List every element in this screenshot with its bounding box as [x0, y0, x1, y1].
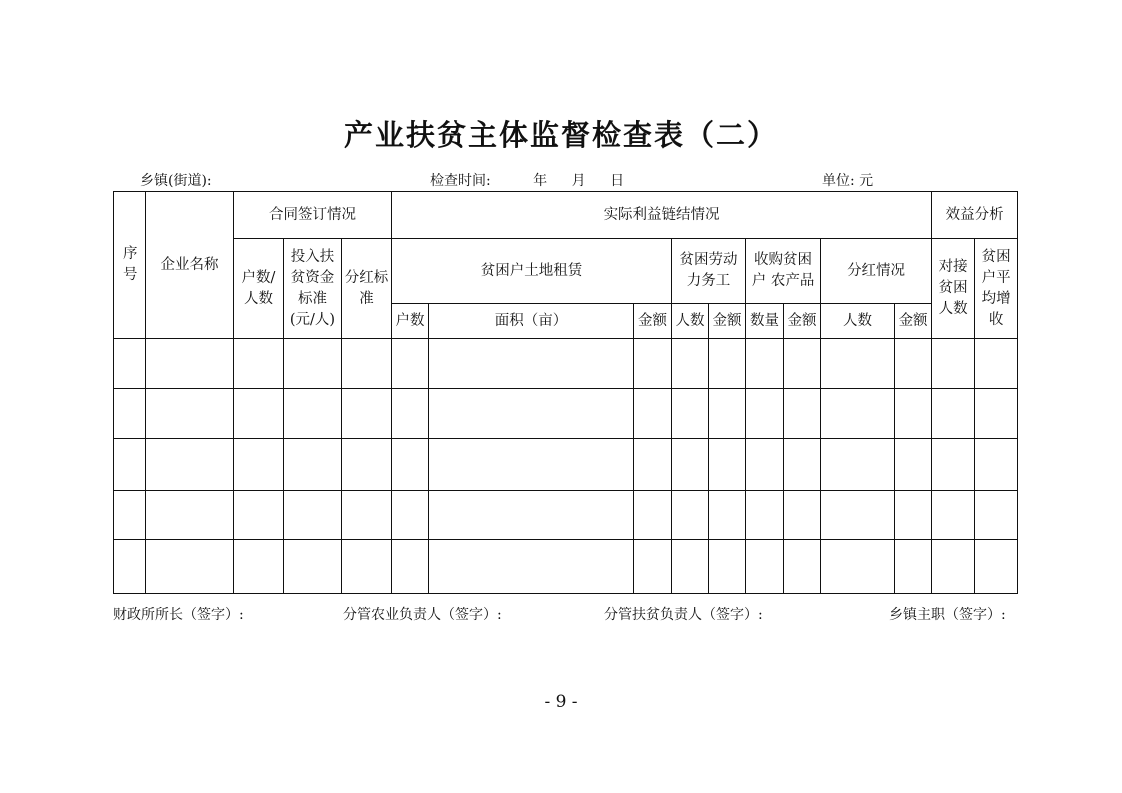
header-purchase-amount: 金额 — [784, 304, 821, 339]
table-cell[interactable] — [746, 439, 784, 491]
table-cell[interactable] — [234, 439, 284, 491]
unit-label: 单位: 元 — [822, 173, 874, 189]
signature-agriculture: 分管农业负责人（签字）: — [343, 607, 502, 623]
table-cell[interactable] — [672, 491, 709, 540]
table-cell[interactable] — [342, 491, 392, 540]
table-cell[interactable] — [932, 339, 975, 389]
table-cell[interactable] — [932, 439, 975, 491]
table-cell[interactable] — [746, 491, 784, 540]
table-row — [114, 339, 1018, 389]
table-cell[interactable] — [234, 491, 284, 540]
table-cell[interactable] — [709, 339, 746, 389]
table-cell[interactable] — [392, 389, 429, 439]
table-cell[interactable] — [672, 439, 709, 491]
table-cell[interactable] — [429, 439, 634, 491]
table-cell[interactable] — [895, 439, 932, 491]
table-cell[interactable] — [234, 389, 284, 439]
table-row — [114, 439, 1018, 491]
header-dividend-standard: 分红标准 — [342, 239, 392, 339]
header-benefit: 效益分析 — [932, 192, 1018, 239]
table-cell[interactable] — [146, 491, 234, 540]
table-cell[interactable] — [895, 491, 932, 540]
town-label: 乡镇(街道): — [140, 173, 212, 189]
table-cell[interactable] — [284, 540, 342, 594]
table-cell[interactable] — [672, 389, 709, 439]
table-cell[interactable] — [392, 339, 429, 389]
table-cell[interactable] — [975, 540, 1018, 594]
table-cell[interactable] — [114, 540, 146, 594]
table-cell[interactable] — [284, 491, 342, 540]
table-cell[interactable] — [114, 339, 146, 389]
table-cell[interactable] — [975, 491, 1018, 540]
table-cell[interactable] — [284, 439, 342, 491]
header-actual: 实际利益链结情况 — [392, 192, 932, 239]
table-cell[interactable] — [821, 491, 895, 540]
check-time — [430, 170, 624, 190]
table-cell[interactable] — [821, 389, 895, 439]
table-cell[interactable] — [234, 540, 284, 594]
table-row — [114, 540, 1018, 594]
table-cell[interactable] — [114, 491, 146, 540]
table-cell[interactable] — [392, 439, 429, 491]
table-cell[interactable] — [234, 339, 284, 389]
table-cell[interactable] — [114, 439, 146, 491]
table-cell[interactable] — [429, 540, 634, 594]
table-cell[interactable] — [821, 339, 895, 389]
table-cell[interactable] — [342, 339, 392, 389]
table-cell[interactable] — [342, 389, 392, 439]
header-purchase: 收购贫困户 农产品 — [746, 239, 821, 304]
table-cell[interactable] — [284, 339, 342, 389]
table-cell[interactable] — [932, 389, 975, 439]
table-row — [114, 491, 1018, 540]
table-cell[interactable] — [784, 439, 821, 491]
table-cell[interactable] — [284, 389, 342, 439]
table-cell[interactable] — [634, 339, 672, 389]
header-connected: 对接贫困人数 — [932, 239, 975, 339]
header-company: 企业名称 — [146, 192, 234, 339]
header-contract: 合同签订情况 — [234, 192, 392, 239]
table-cell[interactable] — [672, 339, 709, 389]
table-cell[interactable] — [784, 389, 821, 439]
table-cell[interactable] — [114, 389, 146, 439]
header-dividend: 分红情况 — [821, 239, 932, 304]
table-cell[interactable] — [392, 540, 429, 594]
page-number: - 9 - — [544, 692, 578, 712]
table-cell[interactable] — [975, 439, 1018, 491]
table-cell[interactable] — [746, 540, 784, 594]
year-label: 年 — [533, 173, 548, 189]
table-cell[interactable] — [709, 439, 746, 491]
table-cell[interactable] — [146, 540, 234, 594]
header-seq: 序号 — [114, 192, 146, 339]
table-cell[interactable] — [392, 491, 429, 540]
header-land-households: 户数 — [392, 304, 429, 339]
page-title: 产业扶贫主体监督检查表（二） — [343, 118, 778, 152]
check-time-label: 检查时间: — [430, 173, 491, 189]
table-cell[interactable] — [821, 540, 895, 594]
table-cell[interactable] — [746, 389, 784, 439]
table-cell[interactable] — [146, 439, 234, 491]
signature-town-head: 乡镇主职（签字）: — [889, 607, 1006, 623]
header-avg-income: 贫困户平均增收 — [975, 239, 1018, 339]
table-cell[interactable] — [709, 389, 746, 439]
table-cell[interactable] — [975, 389, 1018, 439]
table-cell[interactable] — [634, 439, 672, 491]
table-cell[interactable] — [746, 339, 784, 389]
header-land-lease: 贫困户土地租赁 — [392, 239, 672, 304]
table-cell[interactable] — [634, 540, 672, 594]
table-cell[interactable] — [784, 491, 821, 540]
header-labor-people: 人数 — [672, 304, 709, 339]
header-labor: 贫困劳动力务工 — [672, 239, 746, 304]
table-cell[interactable] — [895, 339, 932, 389]
header-purchase-qty: 数量 — [746, 304, 784, 339]
table-cell[interactable] — [429, 389, 634, 439]
table-body — [114, 339, 1018, 594]
day-label: 日 — [610, 173, 625, 189]
table-cell[interactable] — [429, 339, 634, 389]
inspection-table — [113, 191, 1018, 594]
month-label: 月 — [571, 173, 586, 189]
table-cell[interactable] — [342, 540, 392, 594]
table-cell[interactable] — [895, 540, 932, 594]
table-cell[interactable] — [634, 491, 672, 540]
table-cell[interactable] — [932, 540, 975, 594]
header-labor-amount: 金额 — [709, 304, 746, 339]
table-cell[interactable] — [429, 491, 634, 540]
signature-poverty: 分管扶贫负责人（签字）: — [604, 607, 763, 623]
table-cell[interactable] — [821, 439, 895, 491]
header-households-people: 户数/人数 — [234, 239, 284, 339]
table-cell[interactable] — [975, 339, 1018, 389]
header-land-area: 面积（亩） — [429, 304, 634, 339]
header-land-amount: 金额 — [634, 304, 672, 339]
table-cell[interactable] — [146, 389, 234, 439]
table-cell[interactable] — [146, 339, 234, 389]
table-cell[interactable] — [634, 389, 672, 439]
header-invest-standard: 投入扶贫资金标准(元/人) — [284, 239, 342, 339]
table-cell[interactable] — [342, 439, 392, 491]
header-div-people: 人数 — [821, 304, 895, 339]
table-row — [114, 389, 1018, 439]
table-cell[interactable] — [672, 540, 709, 594]
table-cell[interactable] — [709, 540, 746, 594]
table-cell[interactable] — [784, 540, 821, 594]
table-cell[interactable] — [932, 491, 975, 540]
table-cell[interactable] — [709, 491, 746, 540]
table-cell[interactable] — [784, 339, 821, 389]
header-div-amount: 金额 — [895, 304, 932, 339]
signature-finance: 财政所所长（签字）: — [113, 607, 244, 623]
table-cell[interactable] — [895, 389, 932, 439]
